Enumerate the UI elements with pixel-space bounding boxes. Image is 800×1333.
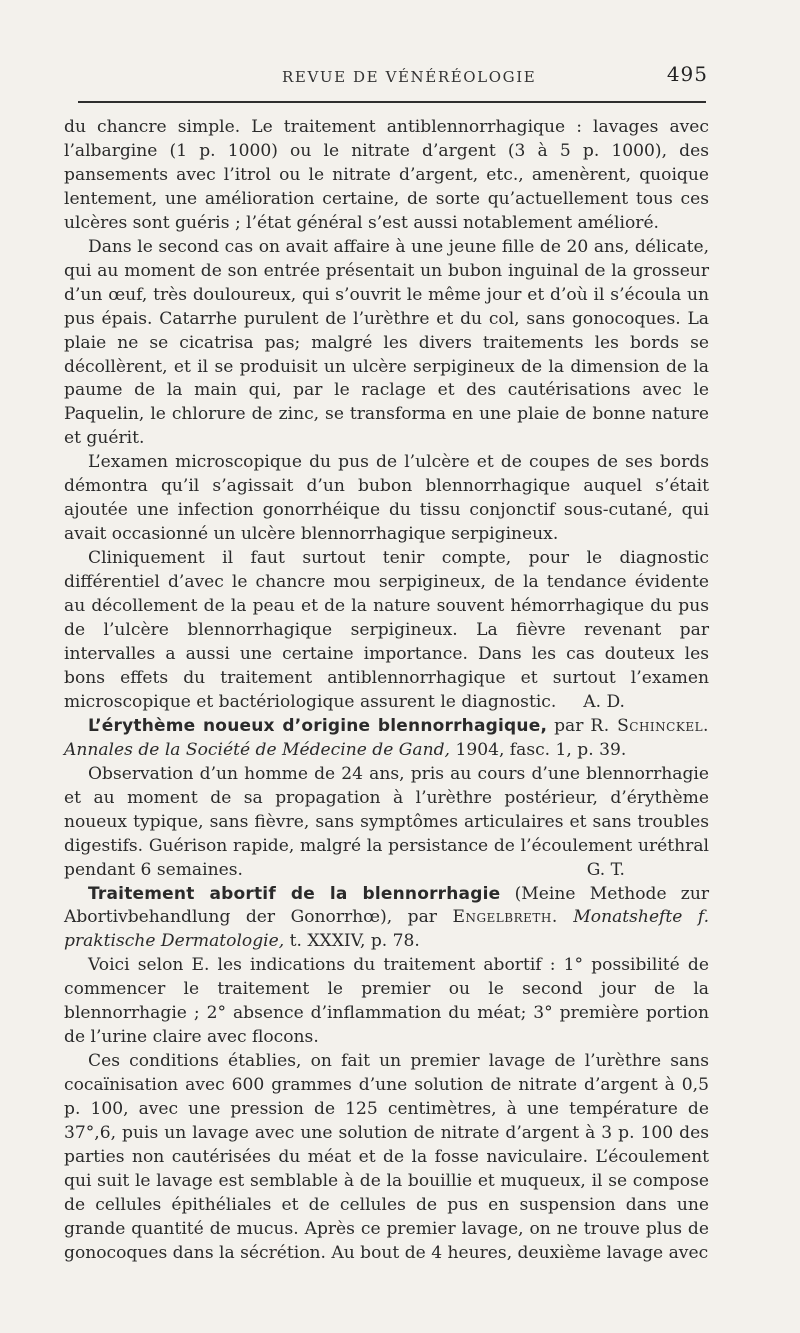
article-source: Annales de la Société de Médecine de Gand, xyxy=(64,739,450,760)
article-original-title: (Meine Methode zur Abortivbehandlung der Gonorrhœ), par xyxy=(64,883,709,928)
article-heading xyxy=(64,883,709,955)
article-author: R. Schinckel. xyxy=(590,715,709,736)
paragraph: Voici selon E. les indications du traitement abortif : 1° possibilité de commencer le traitement le premier ou le second jour de la blennorrhagie ; 2° absence d’inflammation du méat; 3° première portion de l’urine claire avec flocons. xyxy=(64,955,709,1048)
header-rule xyxy=(78,101,706,103)
article-body xyxy=(64,116,709,1266)
article-reference: 1904, fasc. 1, p. 39. xyxy=(455,739,627,760)
article-heading xyxy=(64,715,709,763)
paragraph xyxy=(64,547,709,715)
paragraph-text: Observation d’un homme de 24 ans, pris au cours d’une blennorrhagie et au moment de sa propagation à l’urèthre postérieur, d’érythème noueux typique, sans fièvre, sans symptômes articulaires et sans troubles digestifs. Guérison rapide, malgré la persistance de l’écoulement uréthral pendant 6 semaines. xyxy=(64,763,709,880)
author-initials: G. T. xyxy=(586,859,625,880)
running-title: REVUE DE VÉNÉRÉOLOGIE xyxy=(282,68,537,86)
article-author: Engelbreth. xyxy=(452,907,558,928)
author-initials: A. D. xyxy=(583,691,625,712)
article-reference: t. XXXIV, p. 78. xyxy=(289,931,420,952)
page-number: 495 xyxy=(666,62,708,86)
paragraph-continuation: du chancre simple. Le traitement antiblennorrhagique : lavages avec l’albargine (1 p. 1000) ou le nitrate d’argent (3 à 5 p. 1000), des pansements avec l’itrol ou le nitrate d’argent, etc., amenèrent, quoique lentement, une amélioration certaine, de sorte qu’actuellement tous ces ulcères sont guéris ; l’état général s’est aussi notablement amélioré. xyxy=(64,117,709,233)
article-title: L’érythème noueux d’origine blennorrhagique, xyxy=(88,715,548,736)
article-source: Monatshefte f. praktische Dermatologie, xyxy=(64,907,710,952)
article-by: par xyxy=(554,715,584,736)
paragraph: Ces conditions établies, on fait un premier lavage de l’urèthre sans cocaïnisation avec 600 grammes d’une solution de nitrate d’argent à 0,5 p. 100, avec une pression de 125 centimètres, à une température de 37°,6, puis un lavage avec une solution de nitrate d’argent à 3 p. 100 des parties non cautérisées du méat et de la fosse naviculaire. L’écoulement qui suit le lavage est semblable à de la bouillie et muqueux, il se compose de cellules épithéliales et de cellules de pus en suspension dans une grande quantité de mucus. Après ce premier lavage, on ne trouve plus de gonocoques dans la sécrétion. Au bout de 4 heures, deuxième lavage avec xyxy=(64,1051,709,1263)
paragraph: L’examen microscopique du pus de l’ulcère et de coupes de ses bords démontra qu’il s’agissait d’un bubon blennorrhagique auquel s’était ajoutée une infection gonorrhéique du tissu conjonctif sous-cutané, qui avait occasionné un ulcère blennorrhagique serpigineux. xyxy=(64,452,709,545)
paragraph-text: Cliniquement il faut surtout tenir compte, pour le diagnostic différentiel d’avec le chancre mou serpigineux, de la tendance évidente au décollement de la peau et de la nature souvent hémorrhagique du pus de l’ulcère blennorrhagique serpigineux. La fièvre revenant par intervalles a aussi une certaine importance. Dans les cas douteux les bons effets du traitement antiblennorrhagique et surtout l’examen microscopique et bactériologique assurent le diagnostic. xyxy=(64,548,709,712)
article-title: Traitement abortif de la blennorrhagie xyxy=(88,883,501,904)
paragraph: Dans le second cas on avait affaire à une jeune fille de 20 ans, délicate, qui au moment de son entrée présentait un bubon inguinal de la grosseur d’un œuf, très douloureux, qui s’ouvrit le même jour et d’où il s’écoula un pus épais. Catarrhe purulent de l’urèthre et du col, sans gonocoques. La plaie ne se cicatrisa pas; malgré les divers traitements les bords se décollèrent, et il se produisit un ulcère serpigineux de la dimension de la paume de la main qui, par le raclage et des cautérisations avec le Paquelin, le chlorure de zinc, se transforma en une plaie de bonne nature et guérit. xyxy=(64,236,709,449)
paragraph xyxy=(64,763,709,883)
page-header xyxy=(70,62,710,92)
